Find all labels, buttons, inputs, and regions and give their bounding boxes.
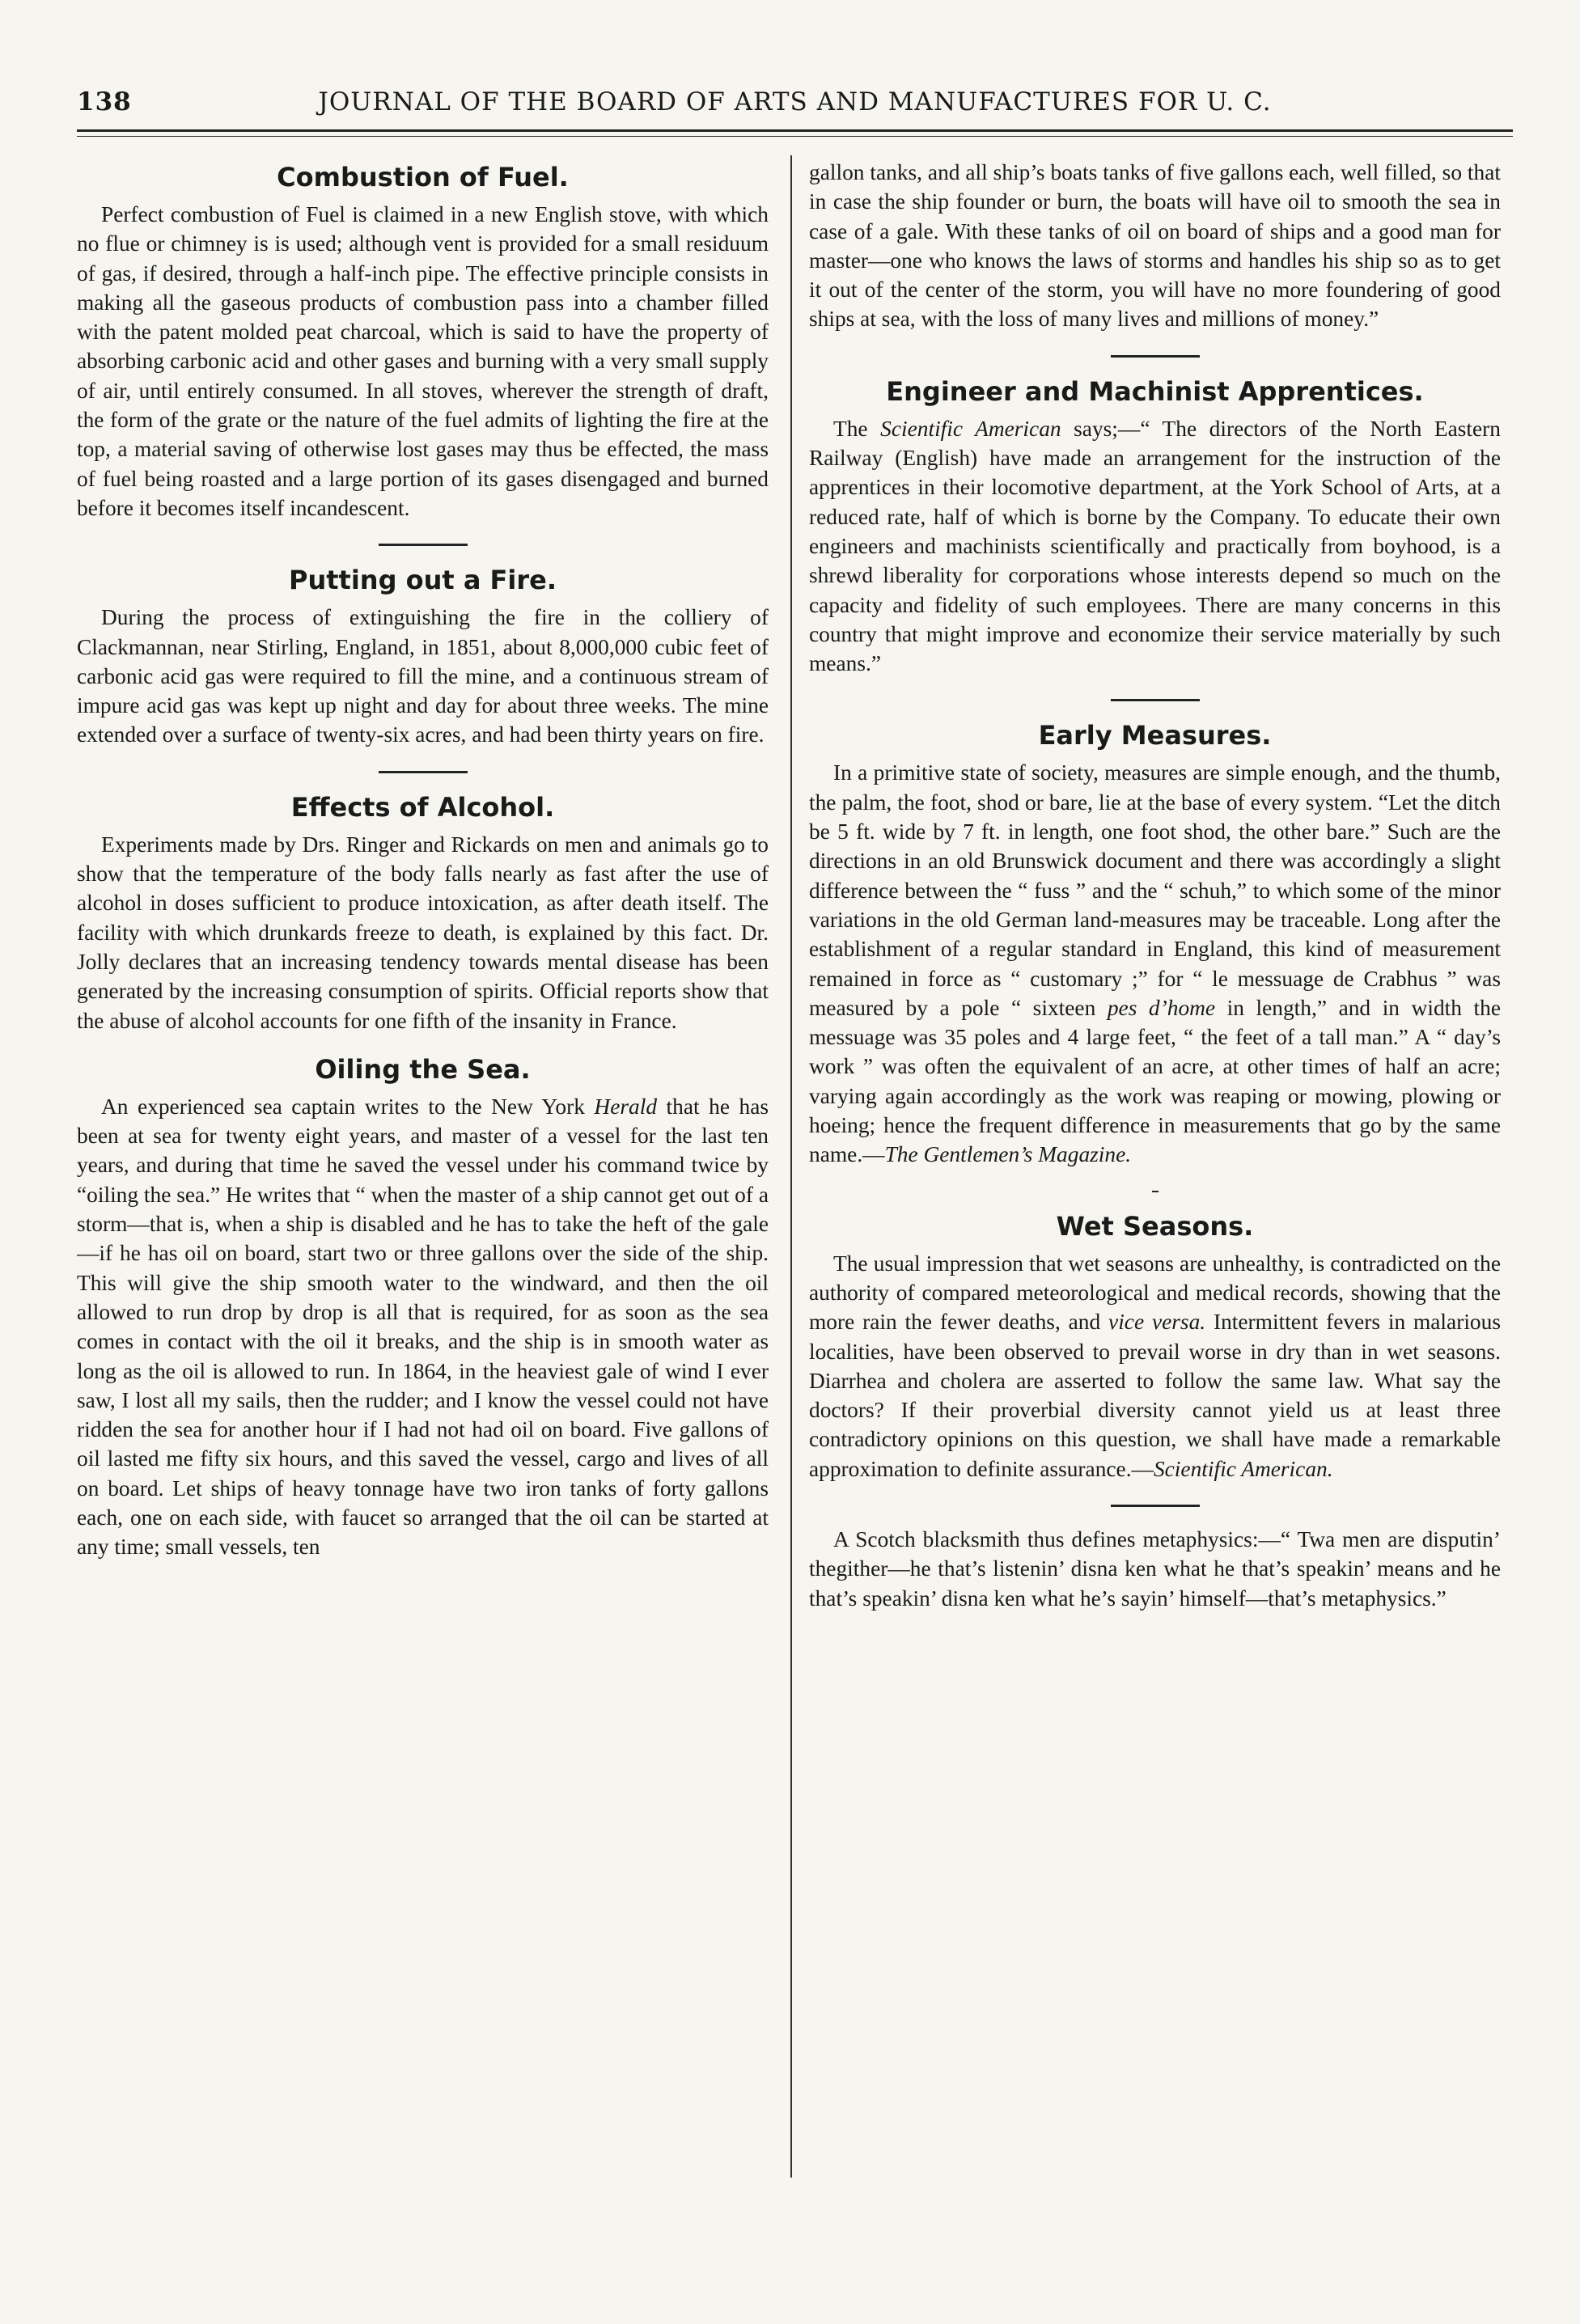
text-oiling: [77, 1092, 769, 1562]
left-column: [77, 158, 769, 2293]
section-mark: [1152, 1191, 1159, 1192]
text-measures-rest: in length,” and in width the messuage was 35 poles and 4 large feet, “ the feet of a tall man.” A “ day’s work ” was often the equivalent of an acre, at other times of half an acre; varying again accordingly as the work was reaping or mowing, plowing or hoeing; hence the frequent difference in measurements that go by the same name.—: [809, 995, 1501, 1167]
text-wet: [809, 1249, 1501, 1484]
article-oiling: [77, 1053, 769, 1562]
right-column: [809, 158, 1501, 2293]
heading-fire: Putting out a Fire.: [288, 565, 557, 596]
heading-alcohol: Effects of Alcohol.: [290, 791, 555, 823]
text-fire: During the process of extinguishing the fire in the colliery of Clackmannan, near Stirling, England, in 1851, about 8,000,000 cubic feet of carbonic acid gas were required to fill the mine, and a continuous stream of impure acid gas was kept up night and day for about three weeks. The mine extended over a surface of twenty-six acres, and had been thirty years on fire.: [77, 605, 769, 747]
source-scientific-american-2: Scientific American.: [1153, 1456, 1333, 1481]
header-rule-top: [77, 129, 1513, 132]
text-engineer-start: The: [833, 416, 881, 441]
article-wet: [809, 1210, 1501, 1484]
source-gentlemens-magazine: The Gentlemen’s Magazine.: [884, 1142, 1132, 1167]
heading-measures: Early Measures.: [1038, 720, 1272, 751]
heading-oiling: Oiling the Sea.: [315, 1053, 531, 1085]
text-measures-start: In a primitive state of society, measures are simple enough, and the thumb, the palm, the foot, shod or bare, lie at the base of every system. “Let the ditch be 5 ft. wide by 7 ft. in length, one foot shod, the other bare.” Such are the directions in an old Brunswick document and there was accordingly a slight difference between the “ fuss ” and the “ schuh,” to which some of the minor variations in the old German land-measures may be traceable. Long after the establishment of a regular standard in England, this kind of measurement remained in force as “ customary ;” for “ le messuage de Crabhus ” was measured by a pole “ sixteen: [809, 760, 1501, 1020]
text-alcohol: Experiments made by Drs. Ringer and Rickards on men and animals go to show that the temperature of the body falls nearly as fast after the use of alcohol in doses sufficient to produce intoxication, as after death itself. The facility with which drunkards freeze to death, is explained by this fact. Dr. Jolly declares that an increasing tendency towards mental disease has been generated by the increasing consumption of spirits. Official reports show that the abuse of alcohol accounts for one fifth of the insanity in France.: [77, 832, 769, 1033]
text-engineer-rest: says;—“ The directors of the North Eastern Railway (English) have made an arrangement for the instruction of the apprentices in their locomotive department, at the York School of Arts, at a reduced rate, half of which is borne by the Company. To educate their own engineers and machinists scientifically and practically from boyhood, is a shrewd liberality for corporations whose interests depend so much on the capacity and fidelity of such employees. There are many concerns in this country that might improve and economize their service materially by such means.”: [809, 416, 1501, 676]
section-rule: [379, 771, 468, 773]
page-number: 138: [77, 87, 132, 116]
heading-engineer: Engineer and Machinist Apprentices.: [886, 375, 1424, 407]
running-head: [77, 87, 1513, 123]
text-measures: [809, 758, 1501, 1169]
article-metaphysics: [809, 1525, 1501, 1613]
text-engineer: [809, 414, 1501, 679]
article-combustion: [77, 161, 769, 523]
article-alcohol: [77, 791, 769, 1035]
article-engineer: [809, 375, 1501, 679]
source-scientific-american: Scientific American: [880, 416, 1061, 441]
text-wet-rest: Intermittent fevers in malarious localities, have been observed to prevail worse in dry than in wet seasons. Diarrhea and cholera are asserted to follow the same law. What say the doctors? If their proverbial diversity cannot yield us at least three contradictory opinions on this question, we shall have made a remarkable approximation to definite assurance.—: [809, 1310, 1501, 1481]
heading-wet: Wet Seasons.: [1056, 1210, 1254, 1242]
text-oiling-start: An experienced sea captain writes to the New York: [101, 1094, 595, 1119]
section-rule: [379, 544, 468, 546]
heading-combustion: Combustion of Fuel.: [277, 162, 569, 193]
text-oiling-continued: gallon tanks, and all ship’s boats tanks of five gallons each, well filled, so that in case the ship founder or burn, the boats will have oil to smooth the sea in case of a gale. With these tanks of oil on board of ships and a good man for master—one who knows the laws of storms and handles his ship so as to get it out of the center of the storm, you will have no more foundering of good ships at sea, with the loss of many lives and millions of money.”: [809, 160, 1501, 332]
vice-versa: vice versa.: [1108, 1310, 1206, 1335]
pes-dhome: pes d’home: [1107, 995, 1216, 1020]
section-rule: [1111, 1505, 1200, 1507]
text-metaphysics: A Scotch blacksmith thus defines metaphysics:—“ Twa men are disputin’ thegither—he that’s listenin’ disna ken what he that’s speakin’ means and he that’s speakin’ disna ken what he’s sayin’ himself—that’s metaphysics.”: [809, 1526, 1501, 1611]
text-oiling-rest: that he has been at sea for twenty eight years, and master of a vessel for the last ten years, and during that time he saved the vessel under his command twice by “oiling the sea.” He writes that “ when the master of a ship cannot get out of a storm—that is, when a ship is disabled and he has to take the heft of the gale—if he has oil on board, start two or three gallons over the side of the ship. This will give the ship smooth water to the windward, and then the oil allowed to run drop by drop is all that is required, for as soon as the sea comes in contact with the oil it breaks, and the ship is in smooth water as long as the oil is allowed to run. In 1864, in the heaviest gale of wind I ever saw, I lost all my sails, then the rudder; and I know the vessel could not have ridden the sea for another hour if I had not had oil on board. Five gallons of oil lasted me fifty six hours, and this saved the vessel, cargo and lives of all on board. Let ships of heavy tonnage have two iron tanks of forty gallons each, one on each side, with faucet so arranged that the oil can be started at any time; small vessels, ten: [77, 1094, 769, 1560]
text-wet-start: The usual impression that wet seasons are unhealthy, is contradicted on the authority of compared meteorological and medical records, showing that the more rain the fewer deaths, and: [809, 1251, 1501, 1335]
column-divider: [790, 155, 792, 2178]
section-rule: [1111, 355, 1200, 358]
text-combustion: Perfect combustion of Fuel is claimed in a new English stove, with which no flue or chimney is is used; although vent is provided for a small residuum of gas, if desired, through a half-inch pipe. The effective principle consists in making all the gaseous products of combustion pass into a chamber filled with the patent molded peat charcoal, which is said to have the property of absorbing carbonic acid and other gases and burning with a very small supply of air, until entirely consumed. In all stoves, wherever the strength of draft, the form of the grate or the nature of the fuel admits of lighting the fire at the top, a material saving of otherwise lost gases may thus be effected, the mass of fuel being roasted and a large portion of its gases disengaged and burned before it becomes itself incandescent.: [77, 202, 769, 520]
section-rule: [1111, 699, 1200, 701]
article-fire: [77, 564, 769, 749]
header-rule-bottom: [77, 136, 1513, 137]
herald-title: Herald: [594, 1094, 658, 1119]
article-measures: [809, 719, 1501, 1169]
journal-title: JOURNAL OF THE BOARD OF ARTS AND MANUFACTURES FOR U. C.: [318, 87, 1272, 116]
